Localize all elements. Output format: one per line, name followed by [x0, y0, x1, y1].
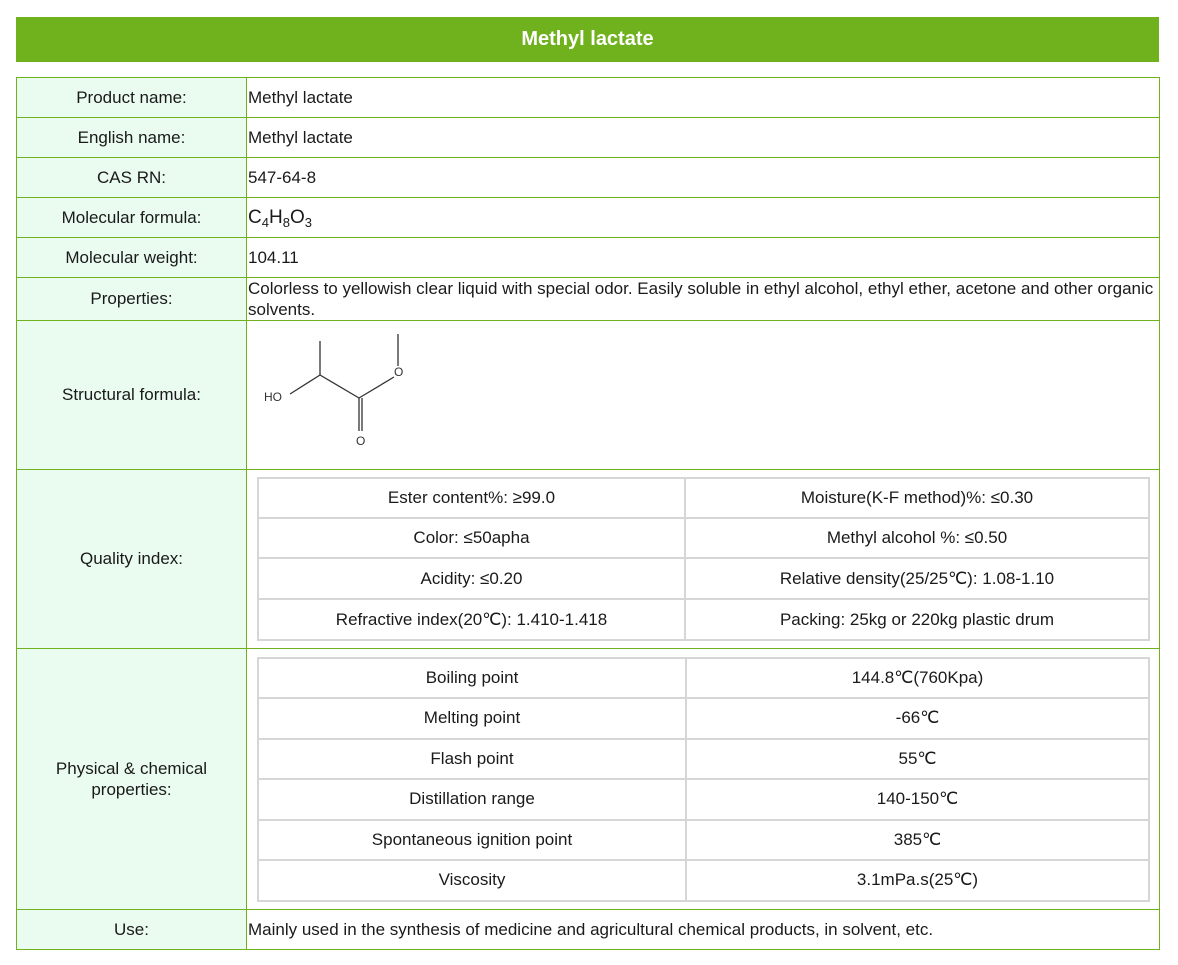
quality-item: Refractive index(20℃): 1.410-1.418	[258, 599, 685, 640]
molecular-weight-label: Molecular weight:	[17, 238, 247, 278]
property-value: 385℃	[686, 820, 1149, 860]
properties-label: Properties:	[17, 278, 247, 321]
row-use	[17, 910, 1160, 950]
carbonyl-oxygen-label: O	[356, 434, 366, 448]
quality-item: Ester content%: ≥99.0	[258, 478, 685, 518]
use-label: Use:	[17, 910, 247, 950]
table-row	[258, 698, 1149, 739]
table-row	[258, 599, 1149, 640]
property-value: 3.1mPa.s(25℃)	[686, 860, 1149, 901]
product-spec-table	[16, 77, 1160, 950]
formula-c-count: 4	[261, 214, 269, 230]
table-row	[258, 658, 1149, 698]
quality-item: Packing: 25kg or 220kg plastic drum	[685, 599, 1149, 640]
table-row	[258, 518, 1149, 558]
table-row	[258, 779, 1149, 820]
table-row	[258, 820, 1149, 860]
english-name-label: English name:	[17, 118, 247, 158]
formula-c: C	[248, 206, 262, 228]
property-name: Melting point	[258, 698, 686, 739]
property-name: Distillation range	[258, 779, 686, 820]
row-molecular-weight	[17, 238, 1160, 278]
product-name-value: Methyl lactate	[247, 78, 1160, 118]
row-structural-formula	[17, 321, 1160, 470]
molecular-formula-value	[247, 198, 1160, 238]
property-name: Spontaneous ignition point	[258, 820, 686, 860]
page-title: Methyl lactate	[16, 17, 1159, 62]
hydroxyl-atom-label: HO	[264, 390, 282, 404]
structural-formula-cell	[247, 321, 1160, 470]
cas-rn-value: 547-64-8	[247, 158, 1160, 198]
english-name-value: Methyl lactate	[247, 118, 1160, 158]
property-name: Boiling point	[258, 658, 686, 698]
quality-item: Acidity: ≤0.20	[258, 558, 685, 599]
row-properties	[17, 278, 1160, 321]
property-name: Viscosity	[258, 860, 686, 901]
molecular-formula-label: Molecular formula:	[17, 198, 247, 238]
property-value: 140-150℃	[686, 779, 1149, 820]
ether-oxygen-label: O	[394, 365, 404, 379]
physical-chemical-label-text: Physical & chemical properties:	[55, 759, 208, 799]
property-name: Flash point	[258, 739, 686, 779]
row-product-name	[17, 78, 1160, 118]
row-molecular-formula	[17, 198, 1160, 238]
row-cas-rn	[17, 158, 1160, 198]
quality-index-label: Quality index:	[17, 470, 247, 649]
structural-formula-image	[258, 330, 428, 460]
cas-rn-label: CAS RN:	[17, 158, 247, 198]
physical-chemical-cell	[247, 649, 1160, 910]
product-name-label: Product name:	[17, 78, 247, 118]
row-english-name	[17, 118, 1160, 158]
table-row	[258, 558, 1149, 599]
property-value: 55℃	[686, 739, 1149, 779]
physical-chemical-label	[17, 649, 247, 910]
property-value: 144.8℃(760Kpa)	[686, 658, 1149, 698]
formula-h-count: 8	[282, 214, 290, 230]
quality-item: Relative density(25/25℃): 1.08-1.10	[685, 558, 1149, 599]
properties-value: Colorless to yellowish clear liquid with special odor. Easily soluble in ethyl alcohol, ethyl ether, acetone and other organic solvents.	[247, 278, 1160, 321]
quality-item: Moisture(K-F method)%: ≤0.30	[685, 478, 1149, 518]
use-value: Mainly used in the synthesis of medicine and agricultural chemical products, in solvent, etc.	[247, 910, 1160, 950]
table-row	[258, 739, 1149, 779]
physical-chemical-table	[257, 657, 1150, 902]
structural-formula-label: Structural formula:	[17, 321, 247, 470]
formula-h: H	[268, 206, 283, 228]
table-row	[258, 860, 1149, 901]
molecular-weight-value: 104.11	[247, 238, 1160, 278]
quality-item: Methyl alcohol %: ≤0.50	[685, 518, 1149, 558]
row-quality-index	[17, 470, 1160, 649]
table-row	[258, 478, 1149, 518]
property-value: -66℃	[686, 698, 1149, 739]
quality-index-table	[257, 477, 1150, 641]
formula-o: O	[289, 206, 305, 228]
quality-item: Color: ≤50apha	[258, 518, 685, 558]
row-physical-chemical	[17, 649, 1160, 910]
quality-index-cell	[247, 470, 1160, 649]
formula-o-count: 3	[304, 214, 312, 230]
